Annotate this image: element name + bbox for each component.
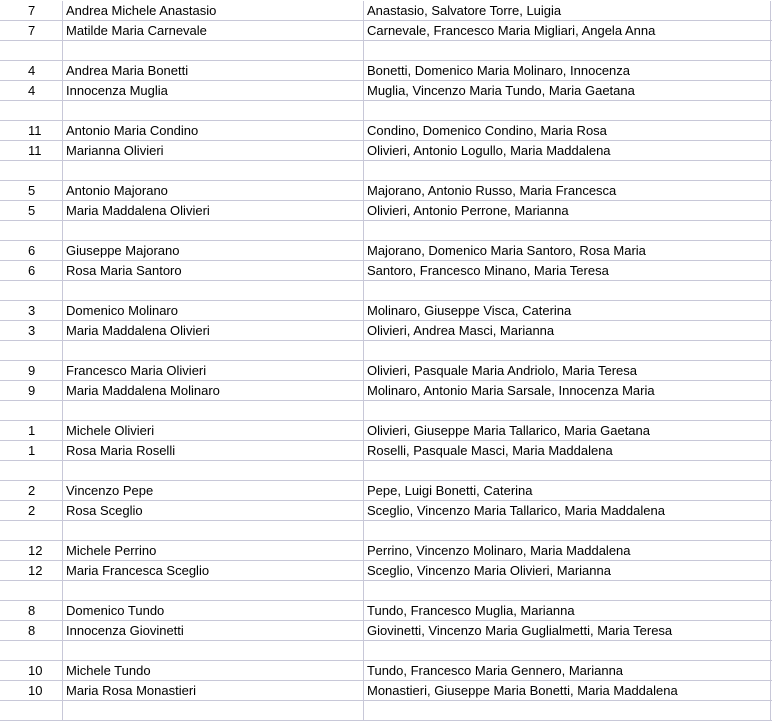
name-cell[interactable] [63,641,364,660]
name-cell[interactable]: Vincenzo Pepe [63,481,364,500]
name-cell[interactable] [63,281,364,300]
table-row [0,201,772,221]
number-cell[interactable]: 10 [0,681,63,700]
table-row [0,681,772,701]
number-cell[interactable]: 8 [0,601,63,620]
number-cell[interactable]: 9 [0,361,63,380]
name-cell[interactable]: Michele Olivieri [63,421,364,440]
table-row [0,401,772,421]
number-cell[interactable] [0,101,63,120]
number-cell[interactable] [0,161,63,180]
table-row [0,621,772,641]
table-row [0,421,772,441]
name-cell[interactable]: Maria Rosa Monastieri [63,681,364,700]
number-cell[interactable]: 4 [0,61,63,80]
table-row [0,1,772,21]
number-cell[interactable] [0,341,63,360]
table-row [0,521,772,541]
parents-cell[interactable]: Olivieri, Andrea Masci, Marianna [364,321,771,340]
table-row [0,321,772,341]
number-cell[interactable] [0,221,63,240]
parents-cell[interactable]: Monastieri, Giuseppe Maria Bonetti, Maria Maddalena [364,681,771,700]
name-cell[interactable]: Maria Francesca Sceglio [63,561,364,580]
number-cell[interactable]: 2 [0,501,63,520]
parents-cell[interactable] [364,221,771,240]
table-row [0,161,772,181]
name-cell[interactable]: Andrea Michele Anastasio [63,1,364,20]
name-cell[interactable]: Francesco Maria Olivieri [63,361,364,380]
table-row [0,181,772,201]
table-row [0,221,772,241]
table-row [0,361,772,381]
parents-cell[interactable] [364,701,771,720]
name-cell[interactable]: Domenico Molinaro [63,301,364,320]
table-row [0,481,772,501]
parents-cell[interactable]: Pepe, Luigi Bonetti, Caterina [364,481,771,500]
table-row [0,101,772,121]
parents-cell[interactable]: Roselli, Pasquale Masci, Maria Maddalena [364,441,771,460]
parents-cell[interactable] [364,101,771,120]
name-cell[interactable] [63,101,364,120]
table-row [0,261,772,281]
number-cell[interactable]: 4 [0,81,63,100]
name-cell[interactable]: Maria Maddalena Olivieri [63,201,364,220]
parents-cell[interactable] [364,521,771,540]
name-cell[interactable] [63,461,364,480]
number-cell[interactable]: 11 [0,121,63,140]
number-cell[interactable]: 10 [0,661,63,680]
number-cell[interactable] [0,41,63,60]
name-cell[interactable] [63,161,364,180]
name-cell[interactable]: Rosa Sceglio [63,501,364,520]
number-cell[interactable] [0,581,63,600]
table-row [0,21,772,41]
parents-cell[interactable]: Majorano, Antonio Russo, Maria Francesca [364,181,771,200]
table-row [0,701,772,721]
parents-cell[interactable] [364,581,771,600]
table-row [0,241,772,261]
name-cell[interactable]: Giuseppe Majorano [63,241,364,260]
name-cell[interactable]: Rosa Maria Santoro [63,261,364,280]
parents-cell[interactable] [364,641,771,660]
number-cell[interactable]: 2 [0,481,63,500]
parents-cell[interactable]: Majorano, Domenico Maria Santoro, Rosa Maria [364,241,771,260]
name-cell[interactable] [63,521,364,540]
parents-cell[interactable]: Giovinetti, Vincenzo Maria Guglialmetti, Maria Teresa [364,621,771,640]
parents-cell[interactable] [364,341,771,360]
number-cell[interactable]: 5 [0,201,63,220]
name-cell[interactable]: Innocenza Muglia [63,81,364,100]
parents-cell[interactable]: Sceglio, Vincenzo Maria Olivieri, Marianna [364,561,771,580]
name-cell[interactable]: Domenico Tundo [63,601,364,620]
name-cell[interactable]: Michele Tundo [63,661,364,680]
name-cell[interactable] [63,221,364,240]
parents-cell[interactable] [364,161,771,180]
parents-cell[interactable]: Carnevale, Francesco Maria Migliari, Angela Anna [364,21,771,40]
parents-cell[interactable]: Anastasio, Salvatore Torre, Luigia [364,1,771,20]
table-row [0,81,772,101]
name-cell[interactable]: Antonio Majorano [63,181,364,200]
parents-cell[interactable]: Tundo, Francesco Muglia, Marianna [364,601,771,620]
table-row [0,581,772,601]
table-row [0,661,772,681]
table-row [0,121,772,141]
name-cell[interactable]: Rosa Maria Roselli [63,441,364,460]
name-cell[interactable]: Andrea Maria Bonetti [63,61,364,80]
name-cell[interactable]: Innocenza Giovinetti [63,621,364,640]
table-row [0,461,772,481]
table-row [0,341,772,361]
parents-cell[interactable]: Perrino, Vincenzo Molinaro, Maria Maddalena [364,541,771,560]
parents-cell[interactable]: Muglia, Vincenzo Maria Tundo, Maria Gaetana [364,81,771,100]
number-cell[interactable] [0,461,63,480]
table-row [0,601,772,621]
number-cell[interactable] [0,641,63,660]
table-row [0,561,772,581]
table-row [0,61,772,81]
name-cell[interactable] [63,581,364,600]
name-cell[interactable]: Maria Maddalena Olivieri [63,321,364,340]
number-cell[interactable]: 6 [0,241,63,260]
table-row [0,301,772,321]
table-row [0,541,772,561]
number-cell[interactable]: 7 [0,1,63,20]
number-cell[interactable]: 7 [0,21,63,40]
number-cell[interactable] [0,701,63,720]
name-cell[interactable]: Antonio Maria Condino [63,121,364,140]
number-cell[interactable]: 3 [0,321,63,340]
number-cell[interactable]: 11 [0,141,63,160]
table-row [0,501,772,521]
number-cell[interactable]: 1 [0,441,63,460]
table-row [0,641,772,661]
number-cell[interactable]: 3 [0,301,63,320]
table-row [0,441,772,461]
name-cell[interactable] [63,341,364,360]
number-cell[interactable]: 9 [0,381,63,400]
number-cell[interactable]: 6 [0,261,63,280]
parents-cell[interactable]: Santoro, Francesco Minano, Maria Teresa [364,261,771,280]
number-cell[interactable] [0,401,63,420]
name-cell[interactable] [63,701,364,720]
number-cell[interactable]: 5 [0,181,63,200]
name-cell[interactable]: Michele Perrino [63,541,364,560]
parents-cell[interactable]: Sceglio, Vincenzo Maria Tallarico, Maria Maddalena [364,501,771,520]
table-row [0,381,772,401]
parents-cell[interactable]: Molinaro, Antonio Maria Sarsale, Innocenza Maria [364,381,771,400]
number-cell[interactable]: 12 [0,561,63,580]
parents-cell[interactable]: Olivieri, Pasquale Maria Andriolo, Maria Teresa [364,361,771,380]
name-cell[interactable]: Matilde Maria Carnevale [63,21,364,40]
parents-cell[interactable]: Olivieri, Antonio Logullo, Maria Maddalena [364,141,771,160]
number-cell[interactable]: 1 [0,421,63,440]
table-row [0,281,772,301]
parents-cell[interactable]: Olivieri, Giuseppe Maria Tallarico, Maria Gaetana [364,421,771,440]
table-row [0,141,772,161]
name-cell[interactable]: Maria Maddalena Molinaro [63,381,364,400]
parents-cell[interactable]: Condino, Domenico Condino, Maria Rosa [364,121,771,140]
number-cell[interactable] [0,521,63,540]
parents-cell[interactable] [364,461,771,480]
parents-cell[interactable] [364,401,771,420]
name-cell[interactable]: Marianna Olivieri [63,141,364,160]
table-row [0,41,772,61]
parents-cell[interactable] [364,281,771,300]
name-cell[interactable] [63,401,364,420]
parents-cell[interactable] [364,41,771,60]
number-cell[interactable]: 12 [0,541,63,560]
number-cell[interactable]: 8 [0,621,63,640]
parents-cell[interactable]: Tundo, Francesco Maria Gennero, Marianna [364,661,771,680]
parents-cell[interactable]: Olivieri, Antonio Perrone, Marianna [364,201,771,220]
name-cell[interactable] [63,41,364,60]
parents-cell[interactable]: Molinaro, Giuseppe Visca, Caterina [364,301,771,320]
number-cell[interactable] [0,281,63,300]
parents-cell[interactable]: Bonetti, Domenico Maria Molinaro, Innocenza [364,61,771,80]
